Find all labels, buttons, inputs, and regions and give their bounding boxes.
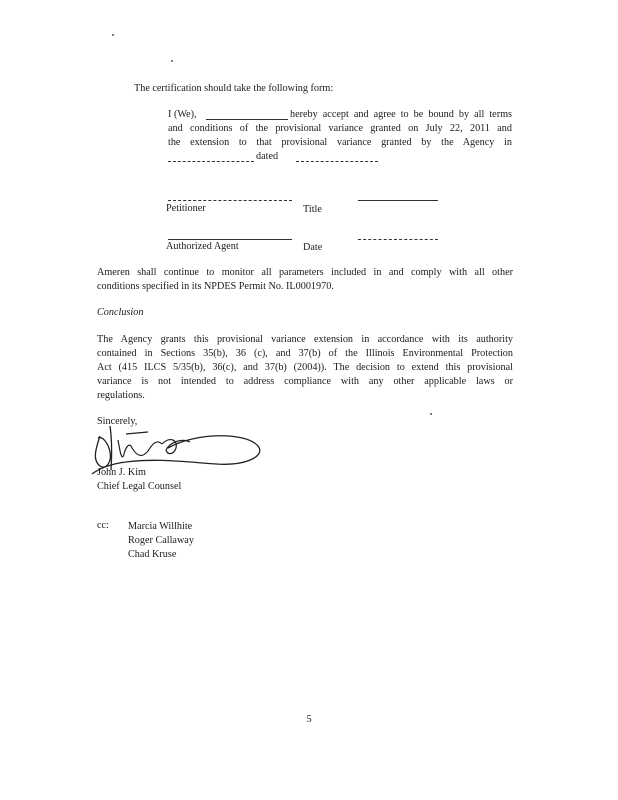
ameren-line-1: Ameren shall continue to monitor all parameters included in and comply with all other xyxy=(97,267,513,278)
cert-line-3: the extension to that provisional variance granted by the Agency in xyxy=(168,137,512,148)
petitioner-label: Petitioner xyxy=(166,203,206,214)
scan-speck xyxy=(430,413,432,415)
dated-blank xyxy=(296,161,378,162)
title-label: Title xyxy=(303,204,322,215)
title-signature-line xyxy=(358,200,438,201)
conclusion-line-1: The Agency grants this provisional variance extension in accordance with its authority xyxy=(97,334,513,345)
cc-recipient: Chad Kruse xyxy=(128,549,177,560)
name-blank xyxy=(206,119,288,120)
cc-recipient: Marcia Willhite xyxy=(128,521,193,532)
closing-salutation: Sincerely, xyxy=(97,416,138,427)
scan-speck xyxy=(171,60,173,62)
conclusion-line-4: variance is not intended to address compliance with any other applicable laws or xyxy=(97,376,513,387)
agency-blank xyxy=(168,161,254,162)
date-signature-line xyxy=(358,239,438,240)
page-number: 5 xyxy=(306,714,312,725)
conclusion-line-3: Act (415 ILCS 5/35(b), 36(c), and 37(b) (2004)). The decision to extend this provisional xyxy=(97,362,513,373)
conclusion-heading: Conclusion xyxy=(97,307,144,318)
date-label: Date xyxy=(303,242,323,253)
ameren-line-2: conditions specified in its NPDES Permit No. IL0001970. xyxy=(97,281,334,292)
cert-line-1-start: I (We), xyxy=(168,109,197,120)
signer-name: John J. Kim xyxy=(97,467,146,478)
petitioner-signature-line xyxy=(168,200,292,201)
scan-speck xyxy=(112,34,114,36)
signer-title: Chief Legal Counsel xyxy=(97,481,182,492)
cc-label: cc: xyxy=(97,520,109,531)
cc-recipient: Roger Callaway xyxy=(128,535,194,546)
cert-line-1-end: hereby accept and agree to be bound by all terms xyxy=(290,109,512,120)
conclusion-line-5: regulations. xyxy=(97,390,145,401)
conclusion-line-2: contained in Sections 35(b), 36 (c), and 37(b) of the Illinois Environmental Protection xyxy=(97,348,513,359)
certification-intro: The certification should take the following form: xyxy=(134,83,334,94)
cert-line-2: and conditions of the provisional variance granted on July 22, 2011 and xyxy=(168,123,512,134)
cert-dated: dated xyxy=(256,151,279,162)
authorized-agent-label: Authorized Agent xyxy=(166,241,239,252)
